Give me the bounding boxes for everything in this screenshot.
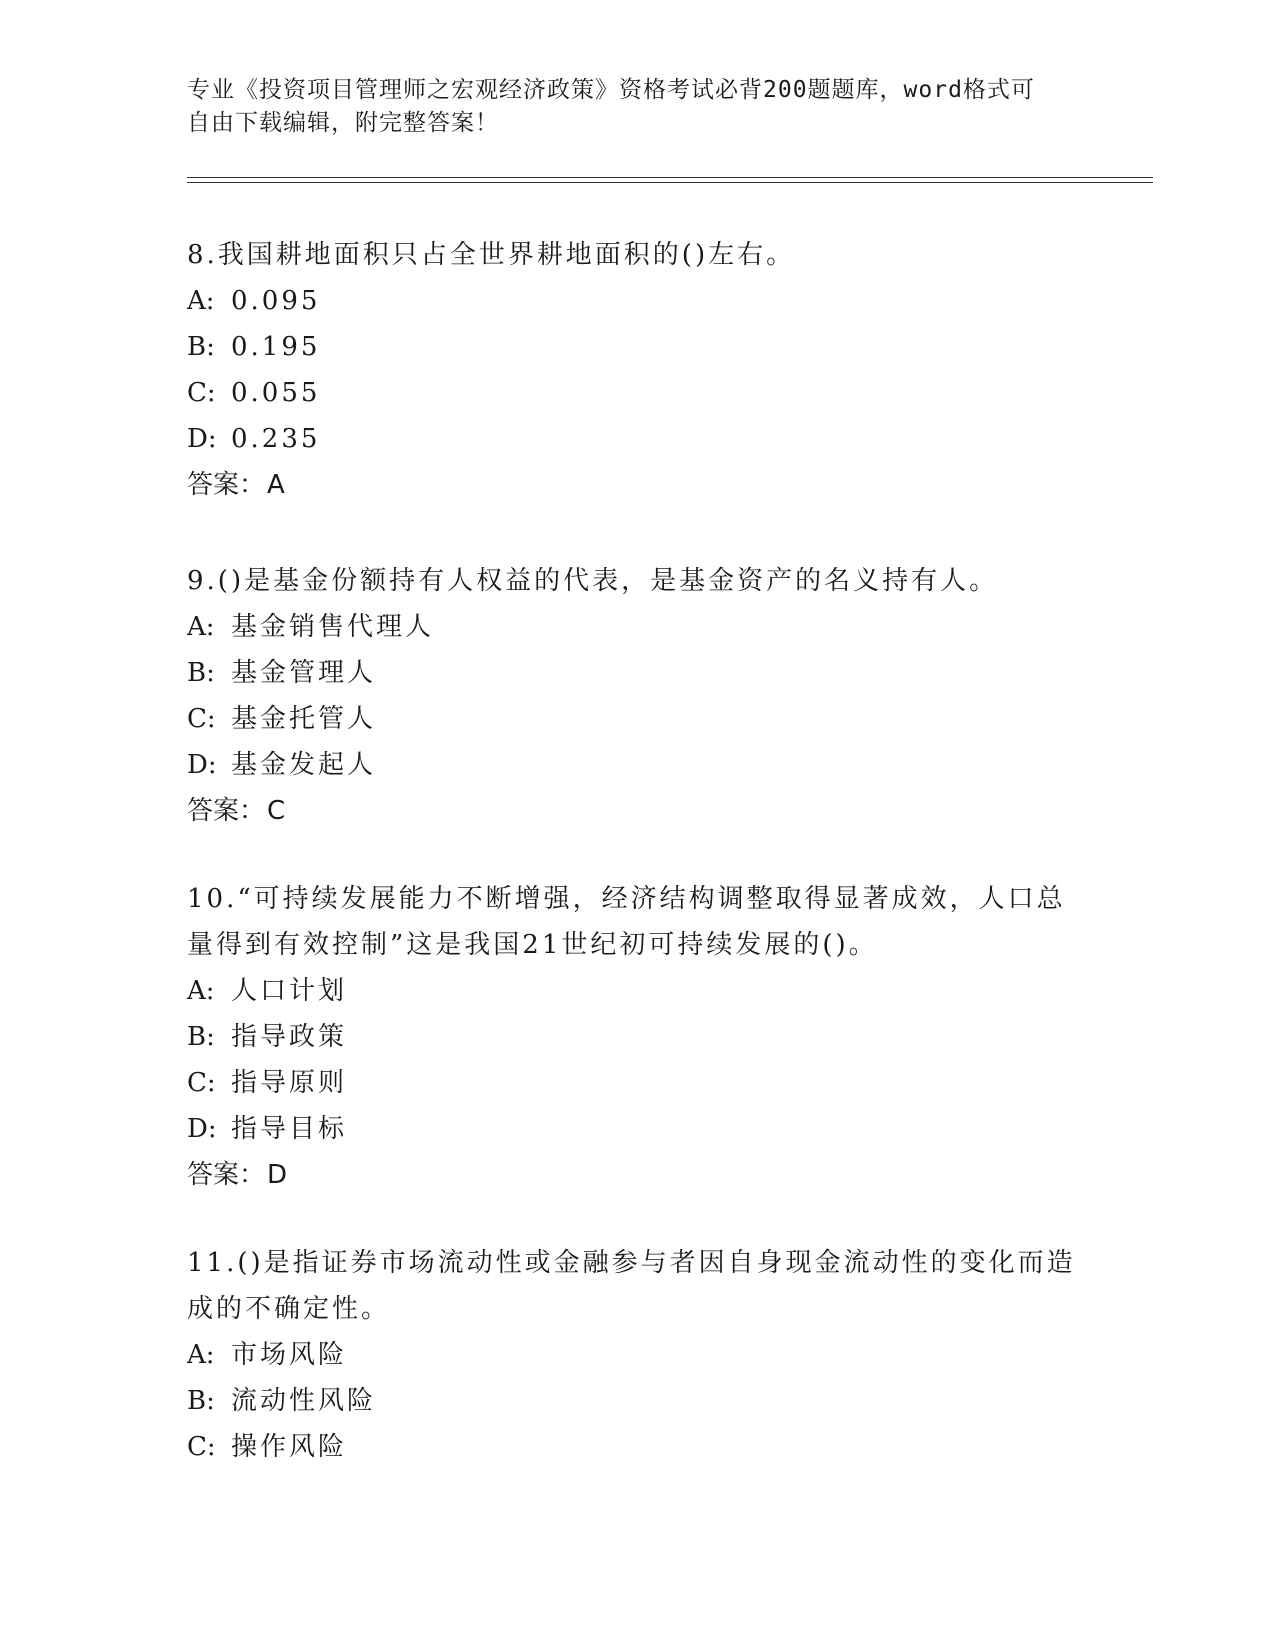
option-text: 指导政策 bbox=[231, 1022, 348, 1052]
option-text: 操作风险 bbox=[231, 1432, 348, 1462]
answer-label: 答案： bbox=[187, 470, 266, 500]
document-header bbox=[187, 74, 1077, 140]
option-text: 基金销售代理人 bbox=[231, 612, 435, 642]
option-key: B: bbox=[187, 658, 215, 688]
option-key: C: bbox=[187, 378, 216, 408]
option-text: 市场风险 bbox=[231, 1340, 348, 1370]
option-b bbox=[187, 324, 1087, 370]
question-10 bbox=[187, 876, 1087, 1198]
option-key: C: bbox=[187, 1068, 216, 1098]
question-stem: 8.我国耕地面积只占全世界耕地面积的()左右。 bbox=[187, 240, 796, 270]
option-d bbox=[187, 742, 1087, 788]
option-c bbox=[187, 370, 1087, 416]
option-text: 0.055 bbox=[231, 378, 321, 408]
answer-value: C bbox=[267, 796, 286, 826]
question-11 bbox=[187, 1240, 1087, 1470]
question-stem-line-1: 10.“可持续发展能力不断增强，经济结构调整取得显著成效，人口总 bbox=[187, 884, 1066, 914]
option-key: A: bbox=[187, 286, 215, 316]
option-key: B: bbox=[187, 1386, 215, 1416]
answer-line bbox=[187, 462, 1087, 508]
option-key: B: bbox=[187, 332, 215, 362]
option-key: C: bbox=[187, 704, 216, 734]
option-b bbox=[187, 1014, 1087, 1060]
answer-label: 答案： bbox=[187, 1160, 266, 1190]
header-divider-top bbox=[187, 177, 1153, 178]
answer-value: A bbox=[267, 470, 285, 500]
option-b bbox=[187, 650, 1087, 696]
option-text: 0.095 bbox=[231, 286, 321, 316]
option-text: 指导目标 bbox=[231, 1114, 348, 1144]
option-text: 流动性风险 bbox=[231, 1386, 377, 1416]
option-key: C: bbox=[187, 1432, 216, 1462]
answer-label: 答案： bbox=[187, 796, 266, 826]
question-stem-line-1: 11.()是指证券市场流动性或金融参与者因自身现金流动性的变化而造 bbox=[187, 1248, 1076, 1278]
option-text: 0.235 bbox=[231, 424, 321, 454]
option-a bbox=[187, 968, 1087, 1014]
answer-line bbox=[187, 788, 1087, 834]
option-a bbox=[187, 278, 1087, 324]
option-key: A: bbox=[187, 976, 215, 1006]
option-key: D: bbox=[187, 424, 217, 454]
option-key: A: bbox=[187, 612, 215, 642]
option-key: D: bbox=[187, 750, 217, 780]
option-key: D: bbox=[187, 1114, 217, 1144]
option-text: 人口计划 bbox=[231, 976, 348, 1006]
option-c bbox=[187, 1060, 1087, 1106]
question-9 bbox=[187, 558, 1087, 834]
option-key: A: bbox=[187, 1340, 215, 1370]
option-text: 基金托管人 bbox=[231, 704, 377, 734]
answer-value: D bbox=[267, 1160, 288, 1190]
option-text: 指导原则 bbox=[231, 1068, 348, 1098]
option-key: B: bbox=[187, 1022, 215, 1052]
question-stem-line-2: 成的不确定性。 bbox=[187, 1294, 391, 1324]
header-line-1: 专业《投资项目管理师之宏观经济政策》资格考试必背200题题库，word格式可 bbox=[187, 77, 1035, 103]
header-divider-bottom bbox=[187, 182, 1153, 183]
question-8 bbox=[187, 232, 1087, 508]
header-line-2: 自由下载编辑，附完整答案！ bbox=[187, 110, 499, 136]
option-a bbox=[187, 1332, 1087, 1378]
option-text: 基金管理人 bbox=[231, 658, 377, 688]
question-stem-line-2: 量得到有效控制”这是我国21世纪初可持续发展的()。 bbox=[187, 930, 878, 960]
option-c bbox=[187, 1424, 1087, 1470]
option-c bbox=[187, 696, 1087, 742]
question-stem: 9.()是基金份额持有人权益的代表，是基金资产的名义持有人。 bbox=[187, 566, 999, 596]
option-d bbox=[187, 1106, 1087, 1152]
option-a bbox=[187, 604, 1087, 650]
option-text: 基金发起人 bbox=[231, 750, 377, 780]
option-d bbox=[187, 416, 1087, 462]
answer-line bbox=[187, 1152, 1087, 1198]
option-b bbox=[187, 1378, 1087, 1424]
option-text: 0.195 bbox=[231, 332, 321, 362]
